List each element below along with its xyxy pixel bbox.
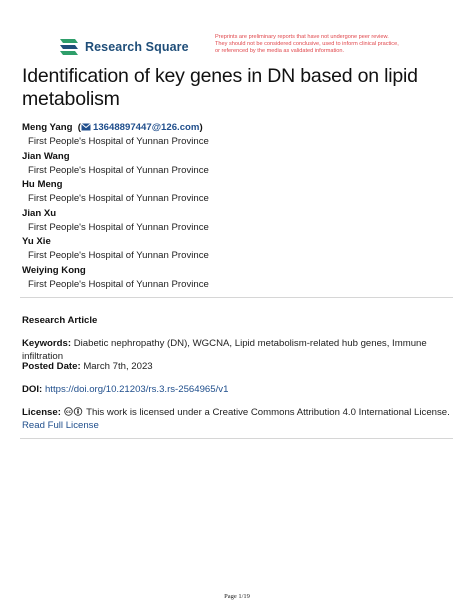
disclaimer-line: Preprints are preliminary reports that have not undergone peer review. [215,34,389,40]
author-entry [22,150,452,179]
article-type [22,314,452,327]
svg-text:cc: cc [65,409,71,415]
research-square-logo[interactable] [58,38,189,56]
license [22,406,452,432]
doi-link[interactable]: https://doi.org/10.21203/rs.3.rs-2564965/v1 [44,384,229,395]
divider [20,297,453,298]
author-list [22,121,452,292]
author-affiliation: First People's Hospital of Yunnan Province [28,193,209,204]
keywords-label: Keywords: [22,338,72,349]
keywords-value: Diabetic nephropathy (DN), WGCNA, Lipid metabolism-related hub genes, Immune infiltration [22,338,427,362]
author-affiliation: First People's Hospital of Yunnan Province [28,221,209,233]
author-entry [22,178,452,207]
creative-commons-icon [64,407,84,416]
author-name: Weiying Kong [22,264,86,276]
article-type-value: Research Article [22,315,98,326]
divider [20,438,453,439]
author-entry [22,264,452,293]
author-entry [22,207,452,236]
author-affiliation: First People's Hospital of Yunnan Province [28,164,209,176]
disclaimer-line: They should not be considered conclusive, used to inform clinical practice, [215,41,399,48]
paper-title: Identification of key genes in DN based on lipid metabolism [22,65,418,110]
author-name: Hu Meng [22,179,63,190]
author-name: Jian Wang [22,150,70,162]
author-name: Meng Yang [22,122,73,133]
author-name-line: Meng Yang ( 13648897447@126.com) [22,122,203,133]
license-label: License: [22,407,61,418]
doi [22,383,452,396]
author-name: Yu Xie [22,236,51,247]
research-square-logo-icon [58,38,80,56]
author-affiliation: First People's Hospital of Yunnan Province [28,136,209,147]
logo-text: Research Square [85,40,189,54]
doi-label: DOI: [22,384,43,395]
posted-date-label: Posted Date: [22,361,81,372]
read-full-license-link[interactable]: Read Full License [22,420,99,431]
header [0,34,474,64]
disclaimer-line: or referenced by the media as validated information. [215,48,345,55]
author-email-link[interactable]: 13648897447@126.com [93,122,200,133]
preprint-disclaimer [215,34,455,56]
envelope-icon [81,123,91,131]
posted-date [22,360,452,373]
page-number: Page 1/19 [224,593,250,600]
author-affiliation: First People's Hospital of Yunnan Province [28,250,209,261]
author-entry [22,121,452,150]
author-affiliation: First People's Hospital of Yunnan Province [28,278,209,290]
posted-date-value: March 7th, 2023 [83,361,153,372]
author-name: Jian Xu [22,207,57,219]
author-entry [22,235,452,264]
license-text: This work is licensed under a Creative Commons Attribution 4.0 International License. [86,407,450,418]
